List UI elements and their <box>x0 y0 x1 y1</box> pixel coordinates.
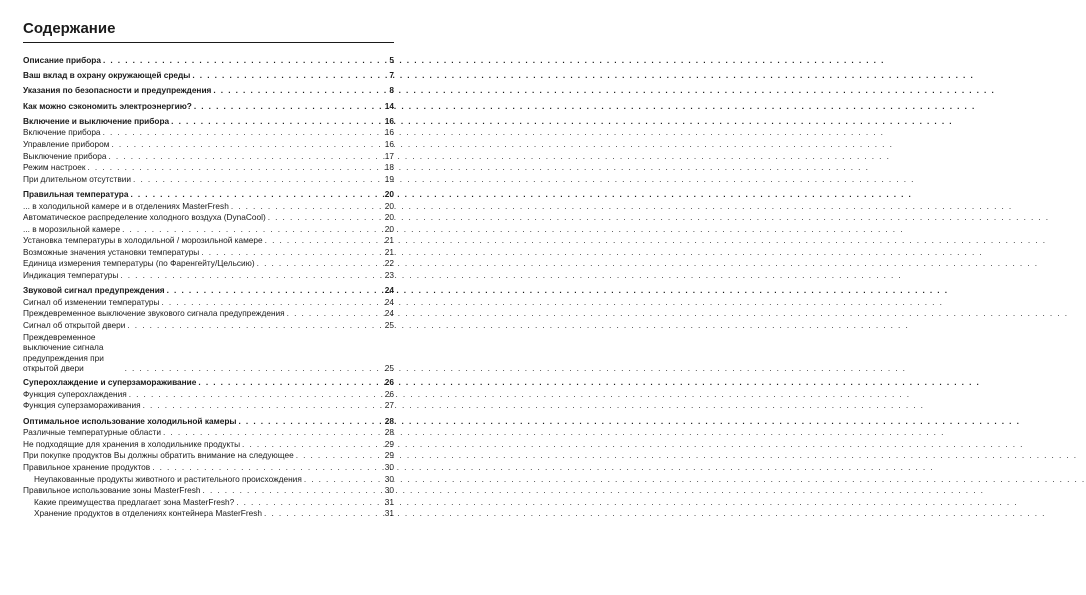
toc-entry-title: ... в холодильной камере и в отделениях MasterFresh <box>23 200 229 211</box>
toc-page-number: 25 <box>384 320 394 331</box>
toc-page-number: 16 <box>384 138 394 149</box>
toc-leader-dots <box>107 151 385 163</box>
toc-leader-dots <box>123 363 385 374</box>
toc-page-number: 20 <box>384 223 394 234</box>
toc-entry[interactable] <box>23 127 394 139</box>
toc-leader-dots <box>131 174 385 186</box>
toc-entry-title: Звуковой сигнал предупреждения <box>23 285 165 296</box>
toc-entry[interactable] <box>23 474 394 486</box>
toc-entry[interactable] <box>23 439 394 451</box>
toc-leader-dots <box>255 258 385 270</box>
toc-entry[interactable] <box>23 308 394 320</box>
toc-leader-dots <box>294 450 385 462</box>
toc-entry[interactable] <box>23 151 394 163</box>
toc-entry[interactable] <box>23 462 394 474</box>
toc-leader-dots <box>127 389 385 401</box>
toc-leader-dots <box>285 308 385 320</box>
toc-entry-title: Преждевременное выключение звукового сигнала предупреждения <box>23 308 285 319</box>
toc-page-number: 30 <box>384 473 394 484</box>
toc-leader-dots <box>266 212 385 224</box>
toc-leader-dots <box>234 497 385 509</box>
toc-entry[interactable] <box>23 189 394 201</box>
toc-leader-dots <box>190 70 389 82</box>
toc-page-number: 26 <box>384 377 394 388</box>
toc-entry-title: Преждевременное выключение сигнала предупреждения при открытой двери <box>23 331 104 374</box>
toc-entry[interactable] <box>23 485 394 497</box>
toc-entry-title: Какие преимущества предлагает зона MasterFresh? <box>34 496 235 507</box>
toc-leader-dots <box>161 427 385 439</box>
toc-leader-dots <box>169 116 385 128</box>
toc-page-number: 23 <box>384 270 394 281</box>
toc-entry-title: Правильная температура <box>23 188 129 199</box>
toc-entry-title: Различные температурные области <box>23 427 161 438</box>
toc-entry[interactable] <box>23 427 394 439</box>
toc-entry-title: Включение и выключение прибора <box>23 115 170 126</box>
toc-entry-title: Режим настроек <box>23 162 86 173</box>
toc-entry-title: Установка температуры в холодильной / морозильной камере <box>23 235 263 246</box>
toc-list <box>23 55 394 520</box>
toc-page-number: 16 <box>384 115 394 126</box>
toc-entry-title: Хранение продуктов в отделениях контейнера MasterFresh <box>34 508 263 519</box>
toc-page-number: 20 <box>384 188 394 199</box>
toc-entry[interactable] <box>23 224 394 236</box>
toc-page-number: 20 <box>384 200 394 211</box>
toc-entry[interactable] <box>23 139 394 151</box>
toc-page-number: 19 <box>384 173 394 184</box>
toc-entry[interactable] <box>23 70 394 82</box>
toc-page-number: 24 <box>384 308 394 319</box>
toc-leader-dots <box>125 320 384 332</box>
toc-leader-dots <box>86 162 385 174</box>
toc-entry-title: Автоматическое распределение холодного воздуха (DynaCool) <box>23 212 266 223</box>
toc-page-number: 28 <box>384 415 394 426</box>
toc-entry[interactable] <box>23 235 394 247</box>
toc-entry-title: ... в морозильной камере <box>23 223 121 234</box>
toc-leader-dots <box>192 101 385 113</box>
toc-entry[interactable] <box>23 85 394 97</box>
toc-entry[interactable] <box>23 416 394 428</box>
toc-entry-title: Сигнал об изменении температуры <box>23 296 160 307</box>
toc-entry[interactable] <box>23 116 394 128</box>
toc-leader-dots <box>141 400 385 412</box>
toc-page-number: 7 <box>389 70 394 81</box>
toc-leader-dots <box>109 139 384 151</box>
toc-page-number: 21 <box>384 246 394 257</box>
toc-leader-dots <box>199 247 384 259</box>
toc-page-number: 28 <box>384 427 394 438</box>
toc-entry-title: Функция суперохлаждения <box>23 388 127 399</box>
toc-page-number: 24 <box>384 296 394 307</box>
toc-leader-dots <box>101 127 385 139</box>
toc-entry[interactable] <box>23 320 394 332</box>
toc-leader-dots <box>263 235 385 247</box>
toc-entry[interactable] <box>23 497 394 509</box>
toc-entry-title: При длительном отсутствии <box>23 173 132 184</box>
toc-page-number: 27 <box>384 400 394 411</box>
toc-entry-title: Правильное использование зоны MasterFresh <box>23 485 201 496</box>
toc-entry[interactable] <box>23 389 394 401</box>
toc-page-number: 21 <box>384 235 394 246</box>
toc-leader-dots <box>211 85 389 97</box>
toc-entry-title: Индикация температуры <box>23 270 119 281</box>
toc-entry[interactable] <box>23 55 394 67</box>
toc-page-number: 22 <box>384 258 394 269</box>
toc-leader-dots <box>118 270 384 282</box>
toc-entry-title: Как можно сэкономить электроэнергию? <box>23 100 192 111</box>
toc-leader-dots <box>229 201 385 213</box>
toc-page-number: 17 <box>384 150 394 161</box>
toc-leader-dots <box>159 297 384 309</box>
toc-entry[interactable] <box>23 162 394 174</box>
toc-entry-title: Описание прибора <box>23 55 101 65</box>
toc-page-number: 24 <box>384 285 394 296</box>
toc-entry-title: Неупакованные продукты животного и растительного происхождения <box>34 473 302 484</box>
toc-entry[interactable] <box>23 377 394 389</box>
toc-leader-dots <box>196 377 384 389</box>
toc-leader-dots <box>237 416 385 428</box>
toc-leader-dots <box>201 485 385 497</box>
toc-leader-dots <box>101 55 389 67</box>
toc-entry-title: Суперохлаждение и суперзамораживание <box>23 377 197 388</box>
toc-entry-title: Правильное хранение продуктов <box>23 461 151 472</box>
toc-entry-title: Указания по безопасности и предупреждения <box>23 85 212 96</box>
toc-leader-dots <box>120 224 385 236</box>
toc-page-number: 20 <box>384 212 394 223</box>
toc-entry[interactable] <box>23 270 394 282</box>
toc-page-number: 8 <box>389 85 394 96</box>
toc-leader-dots <box>128 189 384 201</box>
toc-page-number: 26 <box>384 388 394 399</box>
toc-entry[interactable] <box>23 450 394 462</box>
toc-leader-dots <box>262 508 385 520</box>
toc-entry[interactable] <box>23 201 394 213</box>
toc-entry-title: При покупке продуктов Вы должны обратить внимание на следующее <box>23 450 294 461</box>
toc-entry[interactable] <box>23 297 394 309</box>
toc-leader-dots <box>150 462 385 474</box>
toc-page-number: 29 <box>384 438 394 449</box>
toc-page-number: 30 <box>384 485 394 496</box>
toc-page-number: 29 <box>384 450 394 461</box>
toc-entry-title: Включение прибора <box>23 127 101 138</box>
toc-entry-title: Единица измерения температуры (по Фаренгейту/Цельсию) <box>23 258 255 269</box>
toc-entry-title: Не подходящие для хранения в холодильнике продукты <box>23 438 241 449</box>
toc-entry-title: Функция суперзамораживания <box>23 400 141 411</box>
toc-page-number: 5 <box>389 55 394 65</box>
toc-page-number: 16 <box>384 127 394 138</box>
toc-leader-dots <box>165 285 385 297</box>
toc-entry-title: Оптимальное использование холодильной камеры <box>23 415 237 426</box>
page-title: Содержание <box>23 20 116 37</box>
toc-page-number: 18 <box>384 162 394 173</box>
toc-entry[interactable] <box>23 508 394 520</box>
toc-page-number: 25 <box>384 363 394 374</box>
toc-entry[interactable] <box>23 400 394 412</box>
toc-page-number: 30 <box>384 461 394 472</box>
toc-entry[interactable] <box>23 174 394 186</box>
toc-entry-title: Возможные значения установки температуры <box>23 246 200 257</box>
toc-entry[interactable] <box>23 332 394 374</box>
toc-entry[interactable] <box>23 258 394 270</box>
toc-leader-dots <box>240 439 385 451</box>
toc-entry[interactable] <box>23 247 394 259</box>
toc-entry-title: Выключение прибора <box>23 150 107 161</box>
toc-entry-title: Управление прибором <box>23 138 110 149</box>
toc-entry-title: Сигнал об открытой двери <box>23 320 126 331</box>
toc-page <box>0 0 420 595</box>
toc-entry-title: Ваш вклад в охрану окружающей среды <box>23 70 191 81</box>
toc-page-number: 14 <box>384 100 394 111</box>
toc-entry[interactable] <box>23 212 394 224</box>
toc-entry[interactable] <box>23 101 394 113</box>
title-divider <box>23 42 394 43</box>
toc-entry[interactable] <box>23 285 394 297</box>
toc-leader-dots <box>302 474 385 486</box>
toc-page-number: 31 <box>384 508 394 519</box>
toc-page-number: 31 <box>384 496 394 507</box>
